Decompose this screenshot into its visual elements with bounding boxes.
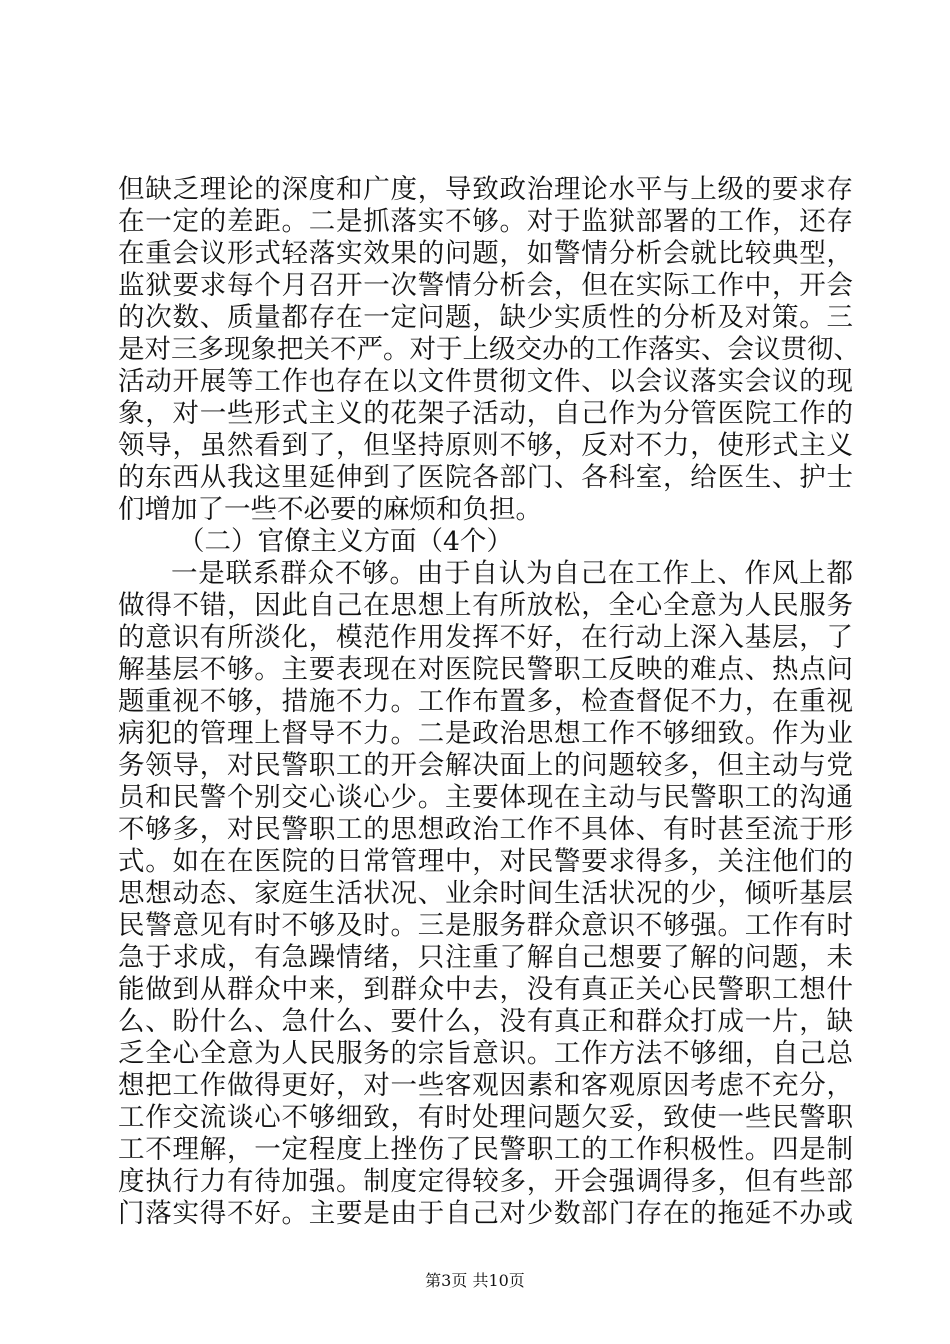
text-line: 是对三多现象把关不严。对于上级交办的工作落实、会议贯彻、 — [118, 334, 860, 365]
text-line: 活动开展等工作也存在以文件贯彻文件、以会议落实会议的现 — [118, 366, 853, 397]
text-line: 门落实得不好。主要是由于自己对少数部门存在的拖延不办或 — [118, 1198, 853, 1229]
text-line: 监狱要求每个月召开一次警情分析会，但在实际工作中，开会 — [118, 270, 853, 301]
text-line: 么、盼什么、急什么、要什么，没有真正和群众打成一片，缺 — [118, 1006, 853, 1037]
text-line: 但缺乏理论的深度和广度，导致政治理论水平与上级的要求存 — [118, 174, 853, 205]
text-line: 象，对一些形式主义的花架子活动，自己作为分管医院工作的 — [118, 398, 853, 429]
text-line: 在一定的差距。二是抓落实不够。对于监狱部署的工作，还存 — [118, 206, 853, 237]
text-line: 务领导，对民警职工的开会解决面上的问题较多，但主动与党 — [118, 750, 853, 781]
text-line: 做得不错，因此自己在思想上有所放松，全心全意为人民服务 — [118, 590, 853, 621]
section-heading: （二）官僚主义方面（4个） — [178, 526, 513, 557]
text-line: 不够多，对民警职工的思想政治工作不具体、有时甚至流于形 — [118, 814, 853, 845]
text-line: 题重视不够，措施不力。工作布置多，检查督促不力，在重视 — [118, 686, 853, 717]
text-line: 的次数、质量都存在一定问题，缺少实质性的分析及对策。三 — [118, 302, 853, 333]
text-line: 的东西从我这里延伸到了医院各部门、各科室，给医生、护士 — [118, 462, 853, 493]
document-body — [118, 174, 860, 1230]
text-line: 的意识有所淡化，模范作用发挥不好，在行动上深入基层，了 — [118, 622, 853, 653]
text-line: 民警意见有时不够及时。三是服务群众意识不够强。工作有时 — [118, 910, 853, 941]
text-line: 们增加了一些不必要的麻烦和负担。 — [118, 494, 542, 525]
text-line: 度执行力有待加强。制度定得较多，开会强调得多，但有些部 — [118, 1166, 853, 1197]
text-line: 想把工作做得更好，对一些客观因素和客观原因考虑不充分， — [118, 1070, 853, 1101]
text-line: 式。如在在医院的日常管理中，对民警要求得多，关注他们的 — [118, 846, 853, 877]
text-line: 一是联系群众不够。由于自认为自己在工作上、作风上都 — [171, 558, 853, 589]
text-line: 乏全心全意为人民服务的宗旨意识。工作方法不够细，自己总 — [118, 1038, 853, 1069]
text-line: 工作交流谈心不够细致，有时处理问题欠妥，致使一些民警职 — [118, 1102, 853, 1133]
text-line: 解基层不够。主要表现在对医院民警职工反映的难点、热点问 — [118, 654, 853, 685]
text-line: 工不理解，一定程度上挫伤了民警职工的工作积极性。四是制 — [118, 1134, 853, 1165]
page-footer: 第3页 共10页 — [425, 1271, 525, 1290]
text-line: 员和民警个别交心谈心少。主要体现在主动与民警职工的沟通 — [118, 782, 853, 813]
text-line: 病犯的管理上督导不力。二是政治思想工作不够细致。作为业 — [118, 718, 853, 749]
text-line: 急于求成，有急躁情绪，只注重了解自己想要了解的问题，未 — [118, 942, 853, 973]
text-line: 在重会议形式轻落实效果的问题，如警情分析会就比较典型， — [118, 238, 853, 269]
text-line: 领导，虽然看到了，但坚持原则不够，反对不力，使形式主义 — [118, 430, 853, 461]
text-line: 思想动态、家庭生活状况、业余时间生活状况的少，倾听基层 — [118, 878, 853, 909]
text-line: 能做到从群众中来，到群众中去，没有真正关心民警职工想什 — [118, 974, 853, 1005]
